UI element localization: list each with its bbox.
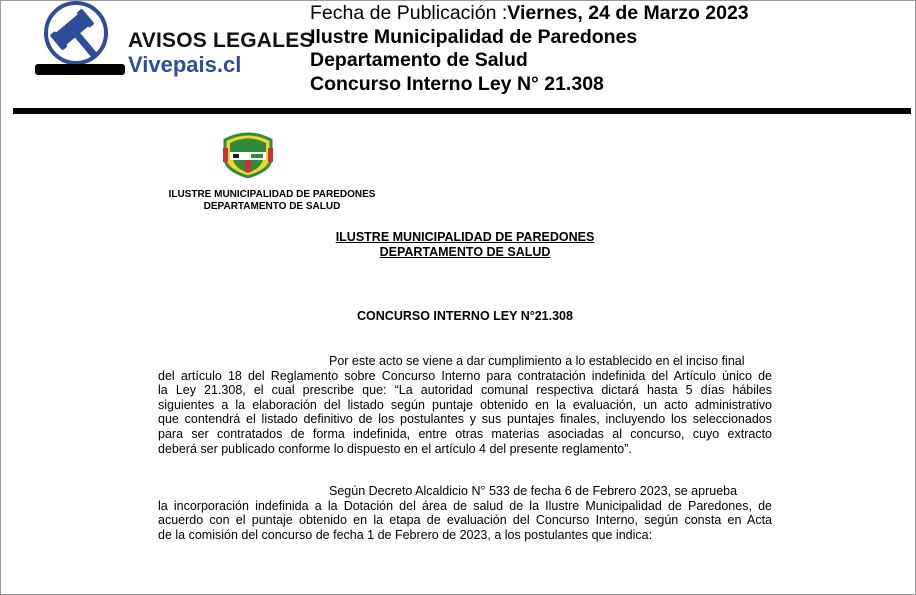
letterhead-municipality: ILUSTRE MUNICIPALIDAD DE PAREDONES xyxy=(168,189,376,200)
paragraph-2-line: Según Decreto Alcaldicio N° 533 de fecha 6 de Febrero 2023, se aprueba xyxy=(329,484,738,498)
paragraph-1-line: siguientes a la elaboración del listado según puntaje obtenido en la evaluación, un acto administrativo xyxy=(158,397,772,412)
header-divider xyxy=(13,108,911,114)
logo-title: AVISOS LEGALES xyxy=(128,29,314,52)
paragraph-2-line: de la comisión del concurso de fecha 1 de Febrero de 2023, a los postulantes que indica: xyxy=(158,527,653,542)
heading-department: DEPARTAMENTO DE SALUD xyxy=(379,245,551,259)
publication-date-line xyxy=(310,2,749,26)
header-department: Departamento de Salud xyxy=(310,49,528,71)
header-concurso: Concurso Interno Ley N° 21.308 xyxy=(310,72,604,95)
paragraph-2-line: la incorporación indefinida a la Dotación del área de salud de la Ilustre Municipalidad de Paredones, de xyxy=(158,498,772,513)
paragraph-2 xyxy=(158,484,772,542)
paragraph-1-line: deberá ser publicado conforme lo dispuesto en el artículo 4 del presente reglamento”. xyxy=(158,441,632,456)
publication-date: Viernes, 24 de Marzo 2023 xyxy=(507,2,749,24)
heading-municipality: ILUSTRE MUNICIPALIDAD DE PAREDONES xyxy=(335,230,595,244)
paragraph-1-line: Por este acto se viene a dar cumplimiento a lo establecido en el inciso final xyxy=(329,354,745,368)
paragraph-1-line: del artículo 18 del Reglamento sobre Concurso Interno para contratación indefinida del Artículo único de xyxy=(158,368,772,383)
publication-header xyxy=(310,2,749,96)
concurso-title: CONCURSO INTERNO LEY N°21.308 xyxy=(357,309,573,323)
header-municipality: Ilustre Municipalidad de Paredones xyxy=(310,25,638,48)
municipal-crest-icon xyxy=(221,130,275,178)
gavel-block xyxy=(35,64,125,75)
paragraph-1-line: para ser contratados de forma indefinida, entre otras materias asociadas al concurso, cuyo extracto xyxy=(158,426,772,441)
paragraph-1-line: que contendrá el listado definitivo de los postulantes y sus puntajes finales, incluyendo los seleccionados xyxy=(158,412,772,427)
letterhead-department: DEPARTAMENTO DE SALUD xyxy=(203,201,341,212)
paragraph-1-line: la Ley 21.308, el cual prescribe que: “La autoridad comunal respectiva dictará hasta 5 días hábiles xyxy=(158,383,772,398)
logo-subtitle: Vivepais.cl xyxy=(128,52,242,77)
document-letterhead xyxy=(130,189,414,213)
gavel-icon xyxy=(46,5,110,65)
paragraph-2-line: acuerdo con el puntaje obtenido en la etapa de evaluación del Concurso Interno, según consta en Acta xyxy=(158,513,772,528)
paragraph-1 xyxy=(158,354,772,456)
document-heading xyxy=(265,230,665,260)
avisos-legales-logo xyxy=(34,0,314,84)
publication-date-label: Fecha de Publicación : xyxy=(310,2,508,24)
